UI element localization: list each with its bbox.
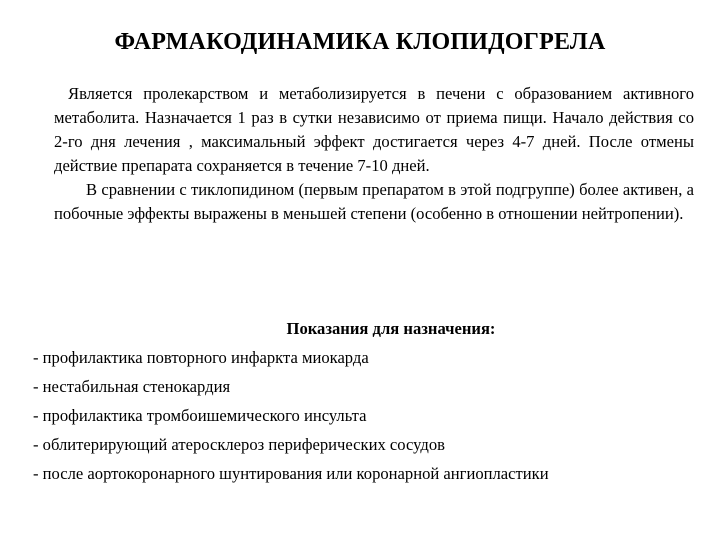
paragraph-comparison: В сравнении с тиклопидином (первым препаратом в этой подгруппе) более активен, а побочные эффекты выражены в меньшей степени (особенно в отношении нейтропении). <box>54 180 694 223</box>
slide-title: ФАРМАКОДИНАМИКА КЛОПИДОГРЕЛА <box>114 29 606 55</box>
list-item: - нестабильная стенокардия <box>33 377 231 396</box>
indications-heading: Показания для назначения: <box>286 319 496 338</box>
indications-section <box>33 314 713 488</box>
description-block <box>54 82 694 226</box>
list-item: - профилактика повторного инфаркта миокарда <box>33 348 369 367</box>
paragraph-pharmacokinetics: Является пролекарством и метаболизируется в печени с образованием активного метаболита. Назначается 1 раз в сутки независимо от приема пищи. Начало действия со 2-го дня лечения , максимальный эффект достигается через 4-7 дней. После отмены действие препарата сохраняется в течение 7-10 дней. <box>54 84 694 175</box>
list-item: - облитерирующий атеросклероз периферических сосудов <box>33 435 445 454</box>
indications-list <box>33 343 713 488</box>
list-item: - после аортокоронарного шунтирования или коронарной ангиопластики <box>33 464 549 483</box>
list-item: - профилактика тромбоишемического инсульта <box>33 406 367 425</box>
